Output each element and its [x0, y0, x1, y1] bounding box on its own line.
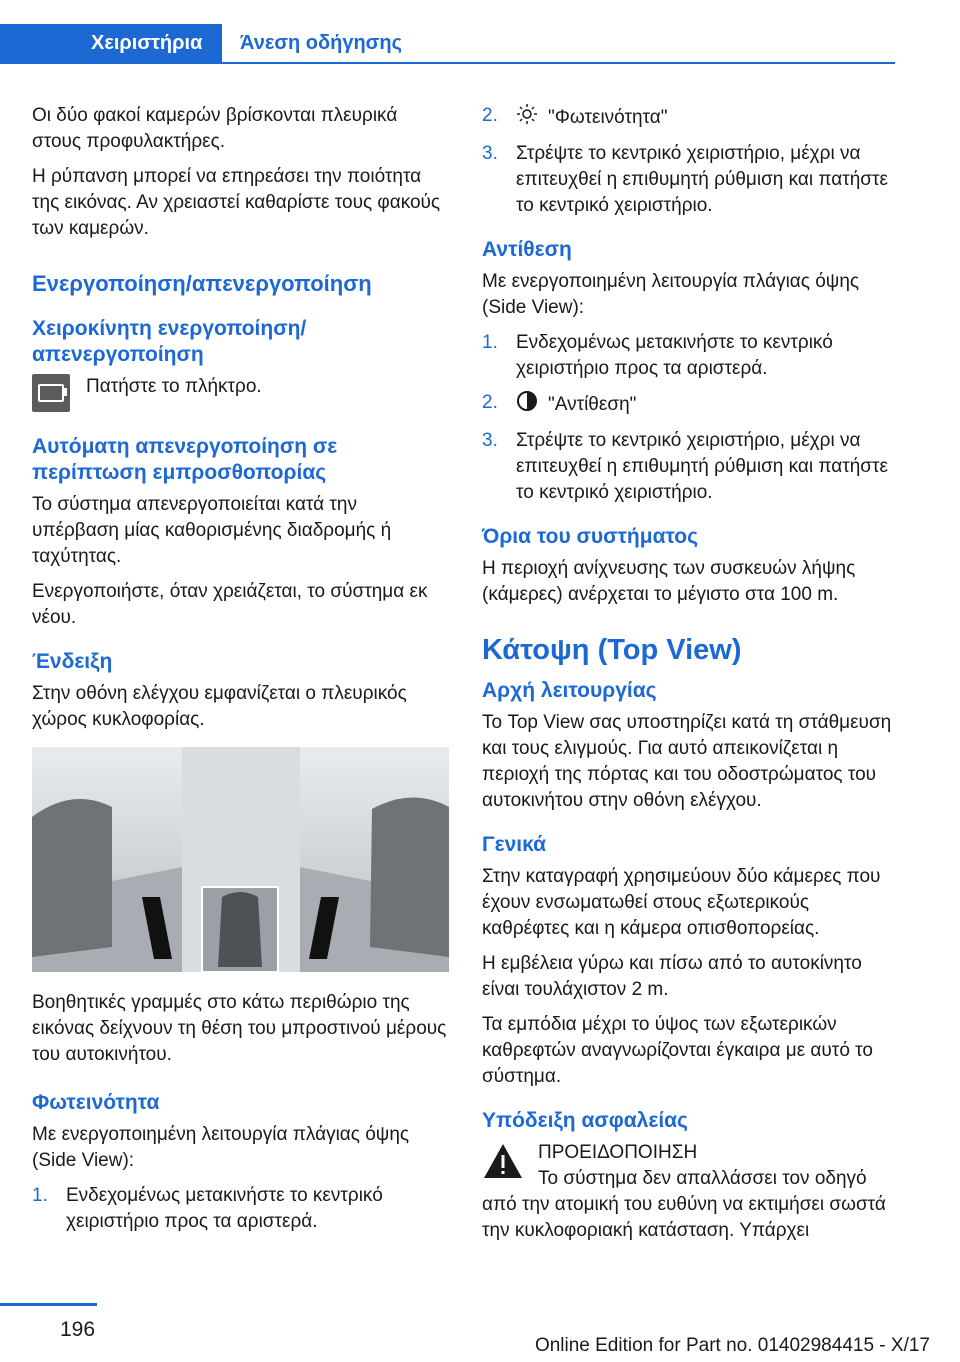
paragraph: Το σύστημα απενεργοποιείται κατά την υπέρβαση μίας καθορισμένης διαδρομής ή ταχύτητας. — [32, 494, 392, 567]
side-view-camera-image — [32, 747, 449, 972]
paragraph: Με ενεργοποιημένη λειτουργία πλάγιας όψης (Side View): — [32, 1124, 410, 1171]
tab-driving-comfort[interactable]: Άνεση οδήγησης — [240, 32, 402, 54]
paragraph: Στην καταγραφή χρησιμεύουν δύο κάμερες που έχουν ενσωματωθεί στους εξωτερικούς καθρέφτες και η κάμερα οπισθοπορείας. — [482, 866, 881, 939]
paragraph: Με ενεργοποιημένη λειτουργία πλάγιας όψης (Side View): — [482, 271, 860, 318]
paragraph: Το Top View σας υποστηρίζει κατά τη στάθμευση και τους ελιγμούς. Για αυτό απεικονίζεται η περιοχή της πόρτας και του οδοστρώματος του αυτοκινήτου στην οθόνη ελέγχου. — [482, 712, 892, 811]
step-number: 3. — [482, 430, 498, 451]
paragraph: Οι δύο φακοί καμερών βρίσκονται πλευρικά στους προφυλακτήρες. — [32, 105, 398, 152]
left-column — [32, 103, 449, 1244]
section-heading: Ενεργοποίηση/απενεργοποίηση — [32, 271, 372, 296]
step-text: "Αντίθεση" — [548, 394, 637, 416]
step-list — [482, 103, 897, 219]
paragraph: Τα εμπόδια μέχρι το ύψος των εξωτερικών καθρεφτών αναγνωρίζονται έγκαιρα με αυτό το σύστημα. — [482, 1014, 873, 1087]
subsection-heading: Φωτεινότητα — [32, 1091, 160, 1114]
list-item — [482, 330, 897, 382]
subsection-heading: Υπόδειξη ασφαλείας — [482, 1109, 688, 1132]
subsection-heading: Όρια του συστήματος — [482, 525, 699, 548]
step-number: 2. — [482, 105, 498, 126]
page-number: 196 — [60, 1318, 96, 1341]
right-column — [482, 103, 897, 1253]
paragraph: Η περιοχή ανίχνευσης των συσκευών λήψης (κάμερες) ανέρχεται το μέγιστο στα 100 m. — [482, 558, 856, 605]
step-number: 1. — [482, 332, 498, 353]
paragraph: Στην οθόνη ελέγχου εμφανίζεται ο πλευρικός χώρος κυκλοφορίας. — [32, 683, 407, 730]
subsection-heading: Γενικά — [482, 833, 547, 856]
subsection-heading: Χειροκίνητη ενεργοποίηση/ απενεργοποίηση — [32, 317, 307, 366]
subsection-heading: Αντίθεση — [482, 238, 572, 261]
list-item — [482, 390, 897, 420]
side-view-key-icon — [32, 374, 70, 412]
list-item — [482, 428, 897, 506]
subsection-heading: Αρχή λειτουργίας — [482, 679, 657, 702]
paragraph: Ενεργοποιήστε, όταν χρειάζεται, το σύστημα εκ νέου. — [32, 581, 428, 628]
step-list — [482, 330, 897, 506]
step-text: Ενδεχομένως μετακινήστε το κεντρικό χειριστήριο προς τα αριστερά. — [516, 332, 833, 379]
step-number: 1. — [32, 1185, 48, 1206]
key-instruction — [32, 374, 449, 414]
list-item — [32, 1183, 449, 1235]
subsection-heading: Ένδειξη — [32, 650, 113, 673]
page-number-bar — [0, 1303, 97, 1306]
subsection-heading: Αυτόματη απενεργοποίηση σε περίπτωση εμπροσθοπορίας — [32, 435, 338, 484]
chapter-heading: Κάτοψη (Top View) — [482, 634, 742, 666]
list-item — [482, 103, 897, 133]
list-item — [482, 141, 897, 219]
step-text: Στρέψτε το κεντρικό χειριστήριο, μέχρι να επιτευχθεί η επιθυμητή ρύθμιση και πατήστε το κεντρικό χειριστήριο. — [516, 143, 889, 216]
step-text: Στρέψτε το κεντρικό χειριστήριο, μέχρι να επιτευχθεί η επιθυμητή ρύθμιση και πατήστε το κεντρικό χειριστήριο. — [516, 430, 889, 503]
warning-text: Το σύστημα δεν απαλλάσσει τον οδηγό από την ατομική του ευθύνη να εκτιμήσει σωστά την κυκλοφοριακή κατάσταση. Υπάρχει — [482, 1168, 886, 1241]
paragraph: Βοηθητικές γραμμές στο κάτω περιθώριο της εικόνας δείχνουν τη θέση του μπροστινού μέρους του αυτοκινήτου. — [32, 992, 447, 1065]
instruction-text: Πατήστε το πλήκτρο. — [86, 376, 262, 397]
side-view-illustration — [32, 747, 449, 972]
step-text: Ενδεχομένως μετακινήστε το κεντρικό χειριστήριο προς τα αριστερά. — [66, 1185, 383, 1232]
step-number: 2. — [482, 392, 498, 413]
step-number: 3. — [482, 143, 498, 164]
edition-footer: Online Edition for Part no. 01402984415 - X/17 — [534, 1335, 930, 1356]
warning-title: ΠΡΟΕΙΔΟΠΟΙΗΣΗ — [538, 1142, 698, 1163]
step-list — [32, 1183, 449, 1235]
header-tabbar — [0, 24, 895, 64]
safety-warning — [482, 1140, 897, 1166]
paragraph: Η ρύπανση μπορεί να επηρεάσει την ποιότητα της εικόνας. Αν χρειαστεί καθαρίστε τους φακούς των καμερών. — [32, 166, 441, 239]
step-text: "Φωτεινότητα" — [548, 107, 668, 129]
contrast-icon — [516, 390, 538, 420]
brightness-icon — [516, 103, 538, 133]
tab-controls[interactable]: Χειριστήρια — [0, 24, 222, 62]
paragraph: Η εμβέλεια γύρω και πίσω από το αυτοκίνητο είναι τουλάχιστον 2 m. — [482, 953, 862, 1000]
warning-icon — [482, 1142, 524, 1188]
